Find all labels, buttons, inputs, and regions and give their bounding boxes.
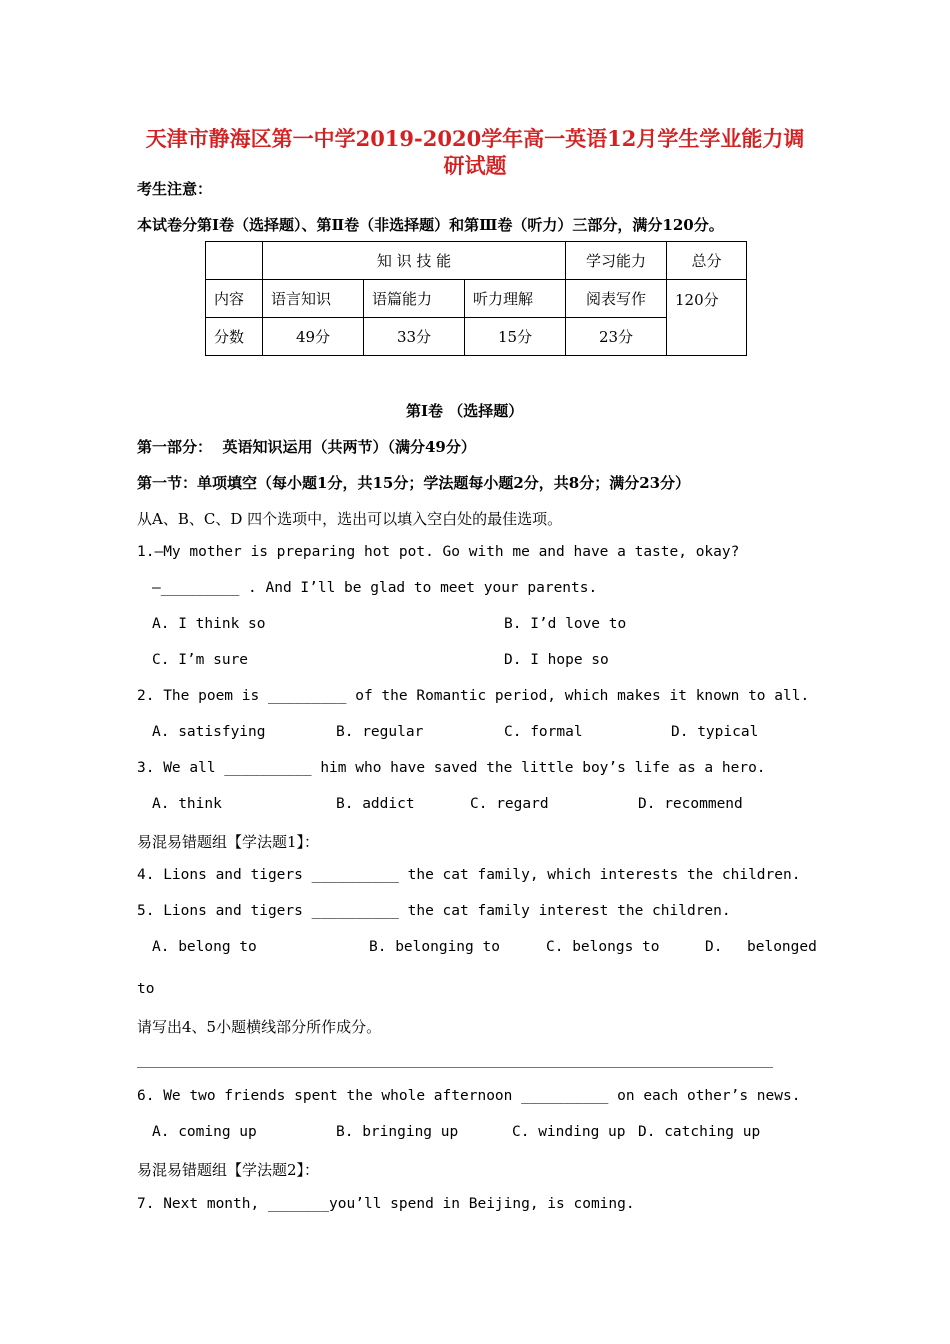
q1-option-b: B. I’d love to [504,616,627,632]
content-cell-3: 听力理解 [465,280,566,318]
total-score: 120分 [667,280,747,356]
group2-heading: 易混易错题组【学法题2】： [137,1161,320,1179]
q6-option-c: C. winding up [512,1124,626,1140]
answer-line [137,1067,773,1068]
instruction: 从A、B、C、D 四个选项中，选出可以填入空白处的最佳选项。 [137,510,563,528]
doc-title-line1: 天津市静海区第一中学2019-2020学年高一英语12月学生学业能力调 [145,126,805,151]
q5-option-d-word: belonged [747,939,817,955]
q1-option-d: D. I hope so [504,652,609,668]
q45-instruction: 请写出4、5小题横线部分所作成分。 [137,1018,382,1036]
q1-stem: 1.—My mother is preparing hot pot. Go with me and have a taste, okay? [137,544,740,560]
part1-title: 第一部分： 英语知识运用（共两节）（满分49分） [137,438,476,456]
q5-option-c: C. belongs to [546,939,660,955]
score-cell-1: 49分 [263,318,364,356]
q4-stem: 4. Lions and tigers __________ the cat family, which interests the children. [137,867,801,883]
q5-option-d-continued: to [137,981,155,997]
content-cell-1: 语言知识 [263,280,364,318]
q2-stem: 2. The poem is _________ of the Romantic period, which makes it known to all. [137,688,810,704]
q3-option-d: D. recommend [638,796,743,812]
header-total: 总分 [667,242,747,280]
header-knowledge: 知 识 技 能 [263,242,566,280]
q1-line2: —_________ . And I’ll be glad to meet your parents. [152,580,598,596]
doc-title-line2: 研试题 [443,153,507,178]
section1-title: 第一节：单项填空（每小题1分，共15分；学法题每小题2分，共8分；满分23分） [137,474,691,492]
q7-stem: 7. Next month, _______you’ll spend in Beijing, is coming. [137,1196,635,1212]
q6-option-a: A. coming up [152,1124,257,1140]
q5-option-b: B. belonging to [369,939,500,955]
content-cell-2: 语篇能力 [364,280,465,318]
notice-heading: 考生注意： [137,180,213,198]
score-cell-3: 15分 [465,318,566,356]
q3-stem: 3. We all __________ him who have saved the little boy’s life as a hero. [137,760,766,776]
q2-option-a: A. satisfying [152,724,266,740]
q1-option-a: A. I think so [152,616,266,632]
row-score-label: 分数 [206,318,263,356]
q6-stem: 6. We two friends spent the whole afternoon __________ on each other’s news. [137,1088,801,1104]
q5-option-d-letter: D. [705,939,723,955]
score-cell-4: 23分 [566,318,667,356]
content-cell-4: 阅表写作 [566,280,667,318]
q2-option-b: B. regular [336,724,424,740]
q3-option-a: A. think [152,796,222,812]
volume1-title: 第Ⅰ卷 （选择题） [406,402,524,420]
q2-option-c: C. formal [504,724,583,740]
q2-option-d: D. typical [671,724,759,740]
q3-option-b: B. addict [336,796,415,812]
q5-option-a: A. belong to [152,939,257,955]
notice-text: 本试卷分第Ⅰ卷（选择题）、第Ⅱ卷（非选择题）和第Ⅲ卷（听力）三部分，满分120分。 [137,216,724,234]
row-content-label: 内容 [206,280,263,318]
q3-option-c: C. regard [470,796,549,812]
table-corner [206,242,263,280]
score-cell-2: 33分 [364,318,465,356]
q6-option-b: B. bringing up [336,1124,459,1140]
q6-option-d: D. catching up [638,1124,761,1140]
score-table [205,241,747,356]
group1-heading: 易混易错题组【学法题1】： [137,833,320,851]
header-ability: 学习能力 [566,242,667,280]
q1-option-c: C. I’m sure [152,652,249,668]
q5-stem: 5. Lions and tigers __________ the cat family interest the children. [137,903,731,919]
